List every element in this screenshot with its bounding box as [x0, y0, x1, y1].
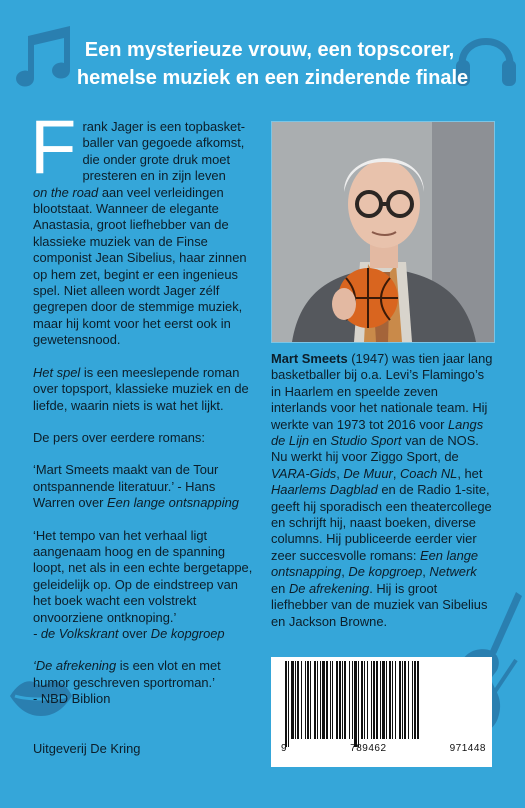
synopsis-text: aan veel verleidingen blootstaat. Wanneer de elegante Anastasia, groot liefhebber van de klassieke muziek van de Finse componist Jean Sibelius, haar zinnen op hem zet, begint er een ingenieus spel. Niet alleen wordt Jager zélf gegrepen door de stemmige muziek, maar hij komt voor het eerst ook in gewetensnood. — [33, 184, 247, 348]
barcode-bar — [364, 661, 365, 739]
bio-title: VARA-Gids — [271, 465, 337, 481]
author-name: Mart Smeets — [271, 351, 348, 366]
barcode-bar — [314, 661, 316, 739]
barcode-bar — [295, 661, 296, 739]
barcode-bar — [288, 661, 289, 747]
bio-text: . Hij is groot liefhebber van de muziek van Sibelius en Jackson Browne. — [271, 580, 488, 629]
review-source: - NBD Biblion — [33, 691, 111, 707]
bio-title: Een lange ontsnapping — [271, 547, 479, 580]
barcode-bar — [349, 661, 350, 739]
isbn-group-1: 789462 — [350, 743, 387, 754]
bio-title: De afrekening — [288, 580, 370, 596]
bio-text: (1947) was tien jaar lang basketballer bij o.a. Levi’s Flamingo’s in Haarlem en speelde zeven interlands voor het nationale team. Hij werkte van 1973 tot 2016 voor — [271, 351, 493, 432]
headline-line-2: hemelse muziek en een zinderende finale — [76, 67, 469, 89]
synopsis-paragraph-2 — [33, 365, 255, 414]
barcode-bar — [310, 661, 311, 739]
barcode-bar — [392, 661, 393, 739]
barcode-bar — [376, 661, 378, 739]
barcode-bar — [320, 661, 321, 739]
barcode-bar — [285, 661, 287, 747]
review-source: - de Volkskrant — [33, 625, 119, 641]
bio-title: Coach NL — [399, 465, 458, 481]
review-source: - Hans Warren over — [33, 478, 216, 511]
synopsis-text-2: is een meeslepende roman over topsport, klassieke muziek en de liefde, waarin niets is wat het lijkt. — [33, 364, 249, 413]
review-quote: ‘Mart Smeets maakt van de Tour ontspannende literatuur.’ — [33, 462, 219, 494]
author-photo — [271, 121, 495, 343]
barcode-bar — [402, 661, 403, 739]
barcode-bar — [291, 661, 294, 739]
bio-title: De kopgroep — [348, 564, 423, 580]
review-quote: ‘Het tempo van het verhaal ligt aangenaam hoog en de spanning loopt, net als in een echte bergetappe, geleidelijk op. Op de eindstreep van het boek wacht een volstrekt onvoorziene ontknoping.’ — [33, 527, 253, 625]
bio-text: en — [312, 433, 327, 449]
review-3 — [33, 658, 255, 707]
barcode-bar — [307, 661, 309, 739]
press-heading: De pers over eerdere romans: — [33, 429, 205, 445]
barcode-bar — [371, 661, 372, 739]
synopsis-line-2: baller van gegoede afkomst, — [82, 135, 245, 151]
author-bio: Mart Smeets (1947) was tien jaar lang basketballer bij o.a. Levi’s Flamingo’s in Haarlem en speelde zeven interlands voor het nationale team. Hij werkte van 1973 tot 2016 voor Langs de Lijn en Studio Sport van de NOS. Nu werkt hij voor Ziggo Sport, de VARA-Gids, De Muur, Coach NL, het Haarlems Dagblad en de Radio 1-site, geeft hij sporadisch een theatercollege en schrijft hij, naast boeken, diverse columns. Hij publiceerde eerder vier zeer succesvolle romans: Een lange ontsnapping, De kopgroep, Netwerk en De afrekening. Hij is groot liefhebber van de muziek van Sibelius en Jackson Browne. — [271, 351, 493, 629]
barcode-bar — [344, 661, 346, 739]
barcode-bar — [412, 661, 413, 739]
synopsis-paragraph-1 — [30, 105, 255, 349]
bio-title: Studio Sport — [330, 433, 402, 449]
review-quote-title: ‘De afrekening — [33, 658, 117, 674]
synopsis-line-4: presteren en in zijn leven — [82, 168, 226, 184]
synopsis-line-1: rank Jager is een topbasket- — [82, 119, 246, 134]
barcode-bar — [326, 661, 328, 739]
barcode-bar — [332, 661, 333, 739]
barcode-bar — [317, 661, 318, 739]
review-2 — [33, 528, 255, 643]
barcode-bar — [382, 661, 385, 739]
barcode-bar — [389, 661, 391, 739]
barcode-bar — [380, 661, 381, 739]
bio-title: Haarlems Dagblad — [271, 482, 378, 498]
barcode-bar — [361, 661, 363, 739]
barcode-bar — [342, 661, 343, 739]
synopsis-column — [30, 105, 255, 724]
bio-title: De Muur — [343, 465, 393, 481]
isbn-barcode — [271, 657, 492, 767]
barcode-bar — [358, 661, 359, 747]
synopsis-italic-phrase: on the road — [33, 184, 99, 200]
isbn-prefix: 9 — [281, 743, 288, 754]
barcode-bar — [367, 661, 368, 739]
bio-title: Netwerk — [429, 564, 477, 580]
barcode-bar — [339, 661, 341, 739]
cover-headline — [0, 36, 525, 92]
barcode-bar — [352, 661, 353, 739]
barcode-bar — [330, 661, 331, 739]
barcode-bar — [301, 661, 302, 739]
review-quote: is een vlot en met humor geschreven sportroman.’ — [33, 658, 221, 690]
barcode-bar — [408, 661, 409, 739]
headline-line-1: Een mysterieuze vrouw, een topscorer, — [84, 39, 455, 61]
review-source-title: De kopgroep — [150, 625, 225, 641]
drop-cap: F — [30, 105, 77, 190]
synopsis-line-3: die onder grote druk moet — [82, 151, 231, 167]
barcode-bar — [386, 661, 387, 739]
barcode-bar — [297, 661, 299, 739]
bio-title: Langs de Lijn — [271, 416, 484, 449]
bio-text: en — [271, 580, 286, 596]
review-1 — [33, 462, 255, 511]
barcode-bar — [399, 661, 401, 739]
barcode-bar — [404, 661, 406, 739]
isbn-digits — [281, 743, 486, 754]
bio-text: , het — [457, 465, 483, 481]
barcode-bar — [373, 661, 375, 739]
barcode-bar — [305, 661, 306, 739]
barcode-bar — [395, 661, 396, 739]
barcode-bar — [354, 661, 357, 747]
barcode-bar — [322, 661, 325, 739]
book-title-italic: Het spel — [33, 364, 81, 380]
barcode-bar — [414, 661, 416, 739]
barcode-bar — [336, 661, 338, 739]
bio-text: en de Radio 1-site, geeft hij sporadisch een theatercollege en schrijft hij, naast boeken, diverse columns. Hij publiceerde eerder vier zeer succesvolle romans: — [271, 482, 492, 563]
review-source-connector: over — [122, 625, 148, 641]
bio-text: van de NOS. Nu werkt hij voor Ziggo Sport, de — [271, 433, 479, 465]
isbn-group-2: 971448 — [449, 743, 486, 754]
review-source-title: Een lange ontsnapping — [107, 495, 239, 511]
barcode-bars — [271, 661, 492, 747]
publisher-name: Uitgeverij De Kring — [33, 741, 141, 756]
barcode-bar — [417, 661, 419, 739]
